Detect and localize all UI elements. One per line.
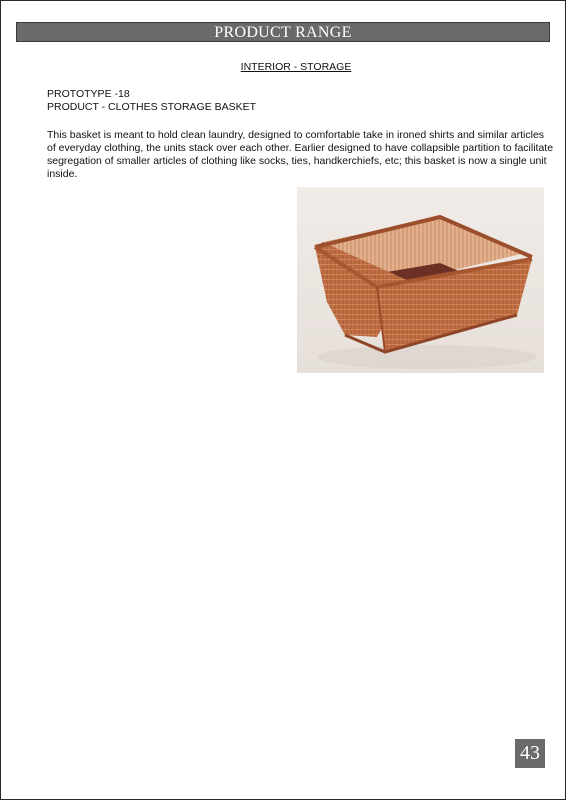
product-description: This basket is meant to hold clean laundry, designed to comfortable take in ironed shirts and similar articles of everyday clothing, the units stack over each other. Earlier designed to have collapsible partition to facilitate segregation of smaller articles of clothing like socks, ties, handkerchiefs, etc; this basket is now a single unit inside. bbox=[47, 129, 554, 180]
wicker-basket-illustration bbox=[297, 187, 544, 373]
page-title: PRODUCT RANGE bbox=[16, 22, 550, 42]
page-number: 43 bbox=[515, 739, 545, 768]
basket-photo bbox=[297, 187, 544, 373]
product-name: PRODUCT - CLOTHES STORAGE BASKET bbox=[47, 101, 257, 113]
prototype-label: PROTOTYPE -18 bbox=[47, 88, 130, 100]
section-heading: INTERIOR - STORAGE bbox=[240, 61, 352, 73]
product-meta bbox=[47, 88, 256, 114]
